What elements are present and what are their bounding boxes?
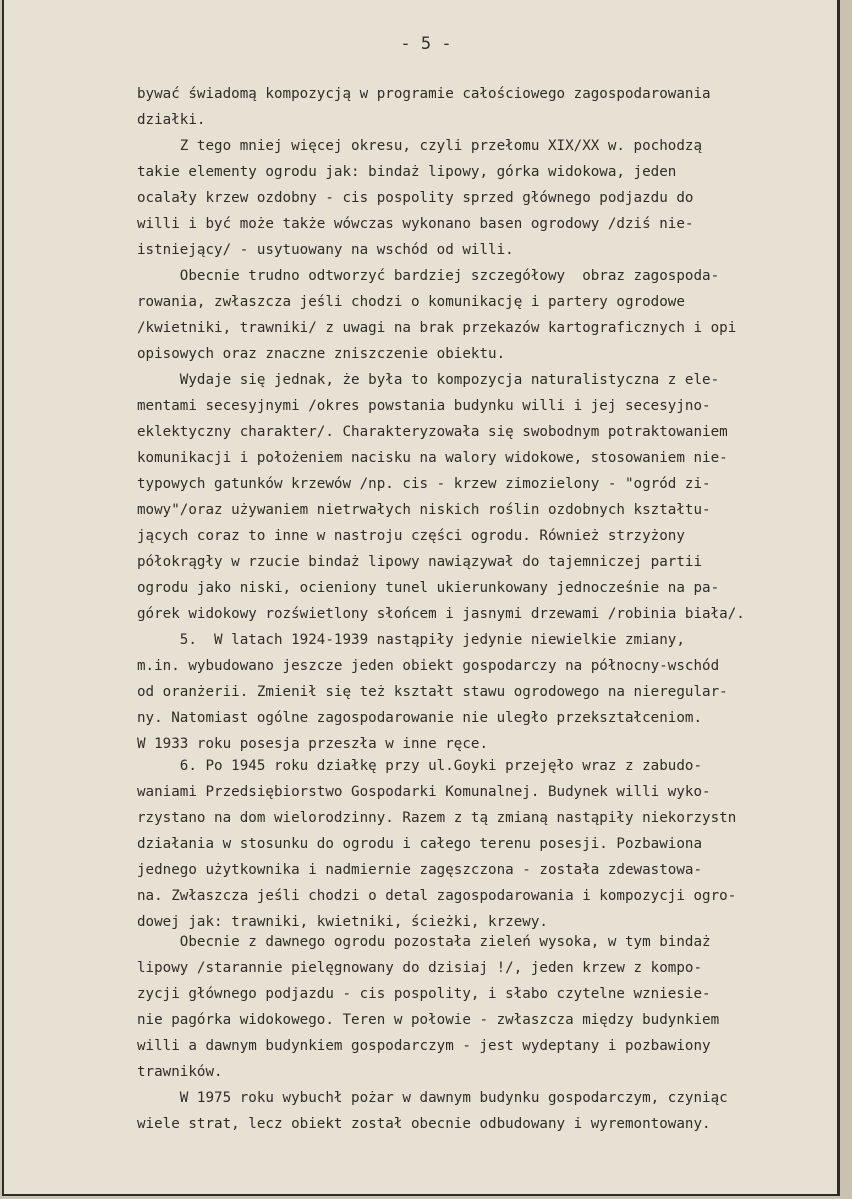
text-line: bywać świadomą kompozycją w programie całościowego zagospodarowania xyxy=(0,86,711,102)
text-line: wiele strat, lecz obiekt został obecnie odbudowany i wyremontowany. xyxy=(0,1116,711,1132)
text-line: półokrągły w rzucie bindaż lipowy nawiązywał do tajemniczej partii xyxy=(0,554,703,570)
text-line: trawników. xyxy=(0,1064,223,1080)
text-line: opisowych oraz znaczne zniszczenie obiektu. xyxy=(0,346,506,362)
text-line: Obecnie z dawnego ogrodu pozostała zieleń wysoka, w tym bindaż xyxy=(0,934,711,950)
text-line: jednego użytkownika i nadmiernie zagęszczona - została zdewastowa- xyxy=(0,862,703,878)
text-line: nie pagórka widokowego. Teren w połowie - zwłaszcza między budynkiem xyxy=(0,1012,720,1028)
text-line: takie elementy ogrodu jak: bindaż lipowy, górka widokowa, jeden xyxy=(0,164,677,180)
text-line: istniejący/ - usytuowany na wschód od willi. xyxy=(0,242,514,258)
text-line: górek widokowy rozświetlony słońcem i jasnymi drzewami /robinia biała/. xyxy=(0,606,745,622)
text-line: komunikacji i położeniem nacisku na walory widokowe, stosowaniem nie- xyxy=(0,450,728,466)
text-line: Wydaje się jednak, że była to kompozycja naturalistyczna z ele- xyxy=(0,372,720,388)
text-line: W 1975 roku wybuchł pożar w dawnym budynku gospodarczym, czyniąc xyxy=(0,1090,728,1106)
text-line: na. Zwłaszcza jeśli chodzi o detal zagospodarowania i kompozycji ogro- xyxy=(0,888,737,904)
text-line: działania w stosunku do ogrodu i całego terenu posesji. Pozbawiona xyxy=(0,836,703,852)
text-line: ogrodu jako niski, ocieniony tunel ukierunkowany jednocześnie na pa- xyxy=(0,580,720,596)
text-line: ny. Natomiast ogólne zagospodarowanie nie uległo przekształceniom. xyxy=(0,710,703,726)
text-line: Obecnie trudno odtworzyć bardziej szczegółowy obraz zagospoda- xyxy=(0,268,720,284)
text-line: ocalały krzew ozdobny - cis pospolity sprzed głównego podjazdu do xyxy=(0,190,694,206)
text-line: rzystano na dom wielorodzinny. Razem z tą zmianą nastąpiły niekorzystn xyxy=(0,810,737,826)
text-line: działki. xyxy=(0,112,206,128)
text-line: waniami Przedsiębiorstwo Gospodarki Komunalnej. Budynek willi wyko- xyxy=(0,784,711,800)
text-line: eklektyczny charakter/. Charakteryzowała się swobodnym potraktowaniem xyxy=(0,424,728,440)
text-line: lipowy /starannie pielęgnowany do dzisiaj !/, jeden krzew z kompo- xyxy=(0,960,703,976)
text-line: 5. W latach 1924-1939 nastąpiły jedynie niewielkie zmiany, xyxy=(0,632,685,648)
text-line: 6. Po 1945 roku działkę przy ul.Goyki przejęło wraz z zabudo- xyxy=(0,758,703,774)
text-line: mowy"/oraz używaniem nietrwałych niskich roślin ozdobnych kształtu- xyxy=(0,502,711,518)
text-line: W 1933 roku posesja przeszła w inne ręce. xyxy=(0,736,489,752)
text-line: typowych gatunków krzewów /np. cis - krzew zimozielony - "ogród zi- xyxy=(0,476,711,492)
text-line: m.in. wybudowano jeszcze jeden obiekt gospodarczy na północny-wschód xyxy=(0,658,720,674)
text-line: willi i być może także wówczas wykonano basen ogrodowy /dziś nie- xyxy=(0,216,694,232)
text-line: dowej jak: trawniki, kwietniki, ścieżki, krzewy. xyxy=(0,914,548,930)
text-line: jących coraz to inne w nastroju części ogrodu. Również strzyżony xyxy=(0,528,685,544)
page-number: - 5 - xyxy=(400,34,452,54)
text-line: zycji głównego podjazdu - cis pospolity, i słabo czytelne wzniesie- xyxy=(0,986,711,1002)
text-line: Z tego mniej więcej okresu, czyli przełomu XIX/XX w. pochodzą xyxy=(0,138,703,154)
text-line: od oranżerii. Zmienił się też kształt stawu ogrodowego na nieregular- xyxy=(0,684,728,700)
text-line: willi a dawnym budynkiem gospodarczym - jest wydeptany i pozbawiony xyxy=(0,1038,711,1054)
text-line: rowania, zwłaszcza jeśli chodzi o komunikację i partery ogrodowe xyxy=(0,294,685,310)
text-line: /kwietniki, trawniki/ z uwagi na brak przekazów kartograficznych i opi xyxy=(0,320,737,336)
text-line: mentami secesyjnymi /okres powstania budynku willi i jej secesyjno- xyxy=(0,398,711,414)
